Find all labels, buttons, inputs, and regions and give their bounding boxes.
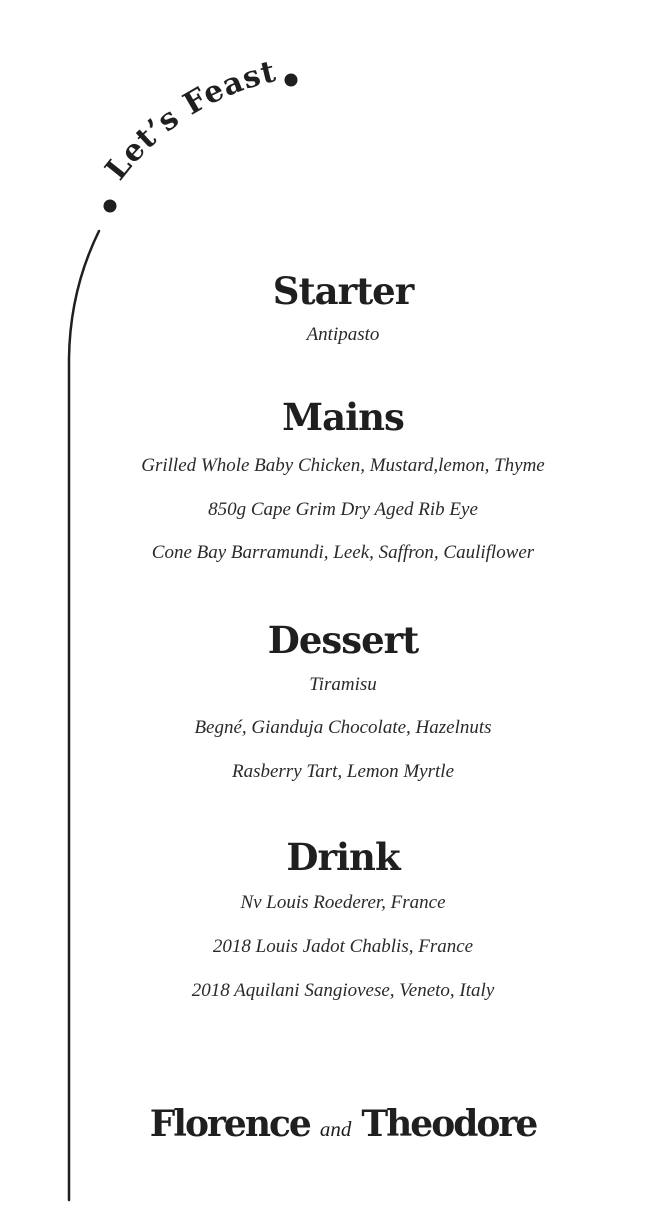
arch-title-text: Let’s Feast xyxy=(98,54,280,187)
arch-line xyxy=(69,231,99,1200)
name-two: Theodore xyxy=(361,1103,537,1145)
menu-item: Grilled Whole Baby Chicken, Mustard,lemon, Thyme xyxy=(141,455,545,476)
menu-item: Rasberry Tart, Lemon Myrtle xyxy=(231,761,455,782)
arch-title xyxy=(99,54,280,187)
name-one: Florence xyxy=(149,1103,310,1145)
menu-item: Tiramisu xyxy=(309,674,377,695)
section-title-dessert: Dessert xyxy=(267,618,419,662)
menu-item: Antipasto xyxy=(306,324,380,345)
menu-item: 2018 Aquilani Sangiovese, Veneto, Italy xyxy=(191,980,495,1001)
menu-item: Cone Bay Barramundi, Leek, Saffron, Cauliflower xyxy=(151,542,535,563)
menu-item: 2018 Louis Jadot Chablis, France xyxy=(212,936,474,957)
arch-dot-right xyxy=(285,74,298,87)
menu-item: Nv Louis Roederer, France xyxy=(240,892,446,913)
arch-dot-left xyxy=(104,200,117,213)
couple-names xyxy=(70,1103,616,1145)
section-title-mains: Mains xyxy=(282,395,404,439)
name-conjunction: and xyxy=(319,1117,352,1141)
section-title-starter: Starter xyxy=(272,269,414,313)
section-title-drink: Drink xyxy=(286,835,400,879)
menu-item: Begné, Gianduja Chocolate, Hazelnuts xyxy=(194,717,492,738)
menu-item: 850g Cape Grim Dry Aged Rib Eye xyxy=(208,499,478,520)
